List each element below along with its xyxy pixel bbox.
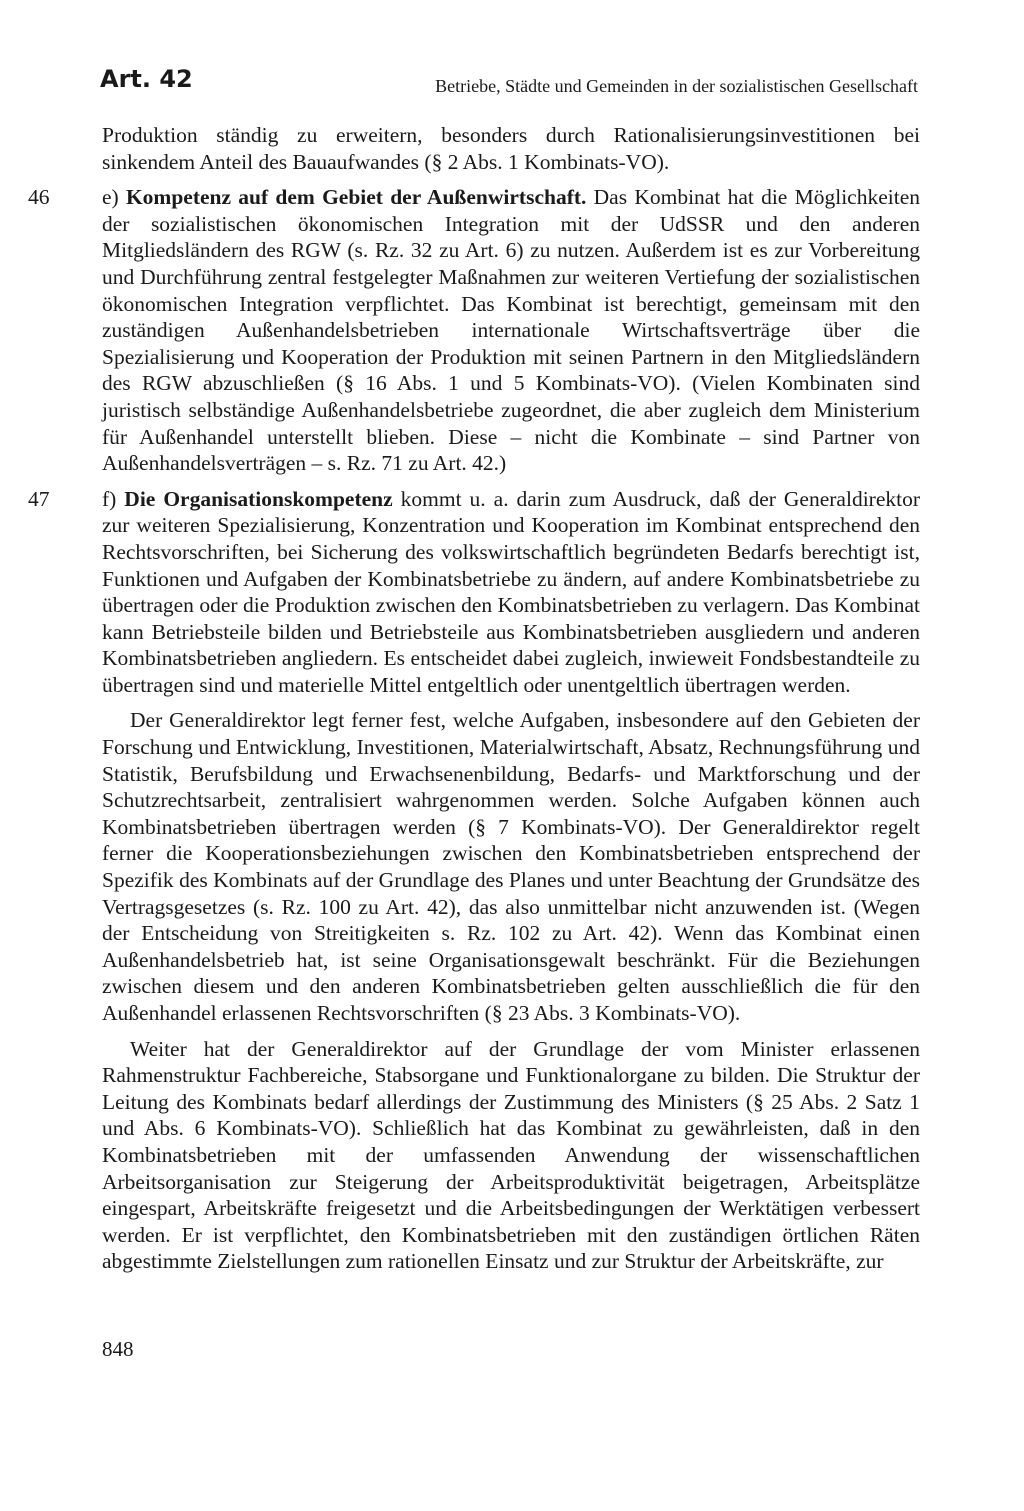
page-number: 848 bbox=[102, 1337, 134, 1361]
margin-number: 46 bbox=[28, 185, 50, 210]
paragraph-text: Der Generaldirektor legt ferner fest, welche Aufgaben, insbesondere auf den Gebieten der Forschung und Entwicklung, Investitionen, Materialwirtschaft, Absatz, Rechnungsführung und Statistik, Berufsbildung und Erwachsenenbildung, Bedarfs- und Marktforschung und der Schutzrechtsarbeit, zentralisiert wahrgenommen werden. Solche Aufgaben können auch Kombinatsbetrieben übertragen werden (§ 7 Kombinats-VO). Der Generaldirektor regelt ferner die Kooperationsbeziehungen zwischen den Kombinatsbetrieben entsprechend der Spezifik des Kombinats auf der Grundlage des Planes und unter Beachtung der Grundsätze des Vertragsgesetzes (s. Rz. 100 zu Art. 42), das also unmittelbar nicht anzuwenden ist. (Wegen der Entscheidung von Streitigkeiten s. Rz. 102 zu Art. 42). Wenn das Kombinat einen Außenhandelsbetrieb hat, ist seine Organisationsgewalt beschränkt. Für die Beziehungen zwischen diesem und den anderen Kombinatsbetrieben gelten ausschließlich die für den Außenhandel erlassenen Rechtsvorschriften (§ 23 Abs. 3 Kombinats-VO). bbox=[102, 708, 920, 1025]
paragraph-continuation bbox=[102, 122, 920, 175]
paragraph-rahmenstruktur bbox=[102, 1036, 920, 1275]
paragraph-47 bbox=[28, 486, 920, 699]
paragraph-generaldirektor bbox=[102, 707, 920, 1026]
body-text bbox=[28, 122, 920, 1284]
section-heading: Die Organisationskompetenz bbox=[124, 486, 393, 511]
paragraph-text: kommt u. a. darin zum Ausdruck, daß der Generaldirektor zur weiteren Spezialisierung, Konzentration und Kooperation im Kombinat entsprechend den Rechtsvorschriften, bei Sicherung des volkswirtschaftlich begründeten Bedarfs berechtigt ist, Funktionen und Aufgaben der Kombinatsbetriebe zu ändern, auf andere Kombinatsbetriebe zu übertragen oder die Produktion zwischen den Kombinatsbetrieben zu verlagern. Das Kombinat kann Betriebsteile bilden und Betriebsteile aus Kombinatsbetrieben ausgliedern und anderen Kombinatsbetrieben angliedern. Es entscheidet dabei zugleich, inwieweit Fondsbestandteile zu übertragen sind und materielle Mittel entgeltlich oder unentgeltlich übertragen werden. bbox=[102, 486, 920, 697]
paragraph-text: Produktion ständig zu erweitern, besonders durch Rationalisierungsinvestitionen bei sinkendem Anteil des Bauaufwandes (§ 2 Abs. 1 Kombinats-VO). bbox=[102, 123, 920, 174]
article-number: Art. 42 bbox=[100, 65, 193, 93]
list-marker: e) bbox=[102, 185, 126, 210]
paragraph-text: Das Kombinat hat die Möglichkeiten der sozialistischen ökonomischen Integration mit der UdSSR und den anderen Mitgliedsländern des RGW (s. Rz. 32 zu Art. 6) zu nutzen. Außerdem ist es zur Vorbereitung und Durchführung zentral festgelegter Maßnahmen zur weiteren Vertiefung der sozialistischen ökonomischen Integration verpflichtet. Das Kombinat ist berechtigt, gemeinsam mit den zuständigen Außenhandelsbetrieben internationale Wirtschaftsverträge über die Spezialisierung und Kooperation der Produktion mit seinen Partnern in den Mitgliedsländern des RGW abzuschließen (§ 16 Abs. 1 und 5 Kombinats-VO). (Vielen Kombinaten sind juristisch selbständige Außenhandelsbetriebe zugeordnet, die aber zugleich dem Ministerium für Außenhandel unterstellt blieben. Diese – nicht die Kombinate – sind Partner von Außenhandelsverträgen – s. Rz. 71 zu Art. 42.) bbox=[102, 185, 920, 476]
margin-number: 47 bbox=[28, 486, 50, 511]
paragraph-text: Weiter hat der Generaldirektor auf der Grundlage der vom Minister erlassenen Rahmenstruktur Fachbereiche, Stabsorgane und Funktionalorgane zu bilden. Die Struktur der Leitung des Kombinats bedarf allerdings der Zustimmung des Ministers (§ 25 Abs. 2 Satz 1 und Abs. 6 Kombinats-VO). Schließlich hat das Kombinat zu gewährleisten, daß in den Kombinatsbetrieben mit der umfassenden Anwendung der wissenschaftlichen Arbeitsorganisation zur Steigerung der Arbeitsproduktivität beigetragen, Arbeitsplätze eingespart, Arbeitskräfte freigesetzt und die Arbeitsbedingungen der Werktätigen verbessert werden. Er ist verpflichtet, den Kombinatsbetrieben mit den zuständigen örtlichen Räten abgestimmte Zielstellungen zum rationellen Einsatz und zur Struktur der Arbeitskräfte, zur bbox=[102, 1036, 920, 1274]
section-heading: Kompetenz auf dem Gebiet der Außenwirtschaft. bbox=[125, 185, 587, 210]
running-header: Betriebe, Städte und Gemeinden in der sozialistischen Gesellschaft bbox=[435, 76, 918, 96]
paragraph-46 bbox=[28, 184, 920, 477]
list-marker: f) bbox=[102, 486, 125, 511]
